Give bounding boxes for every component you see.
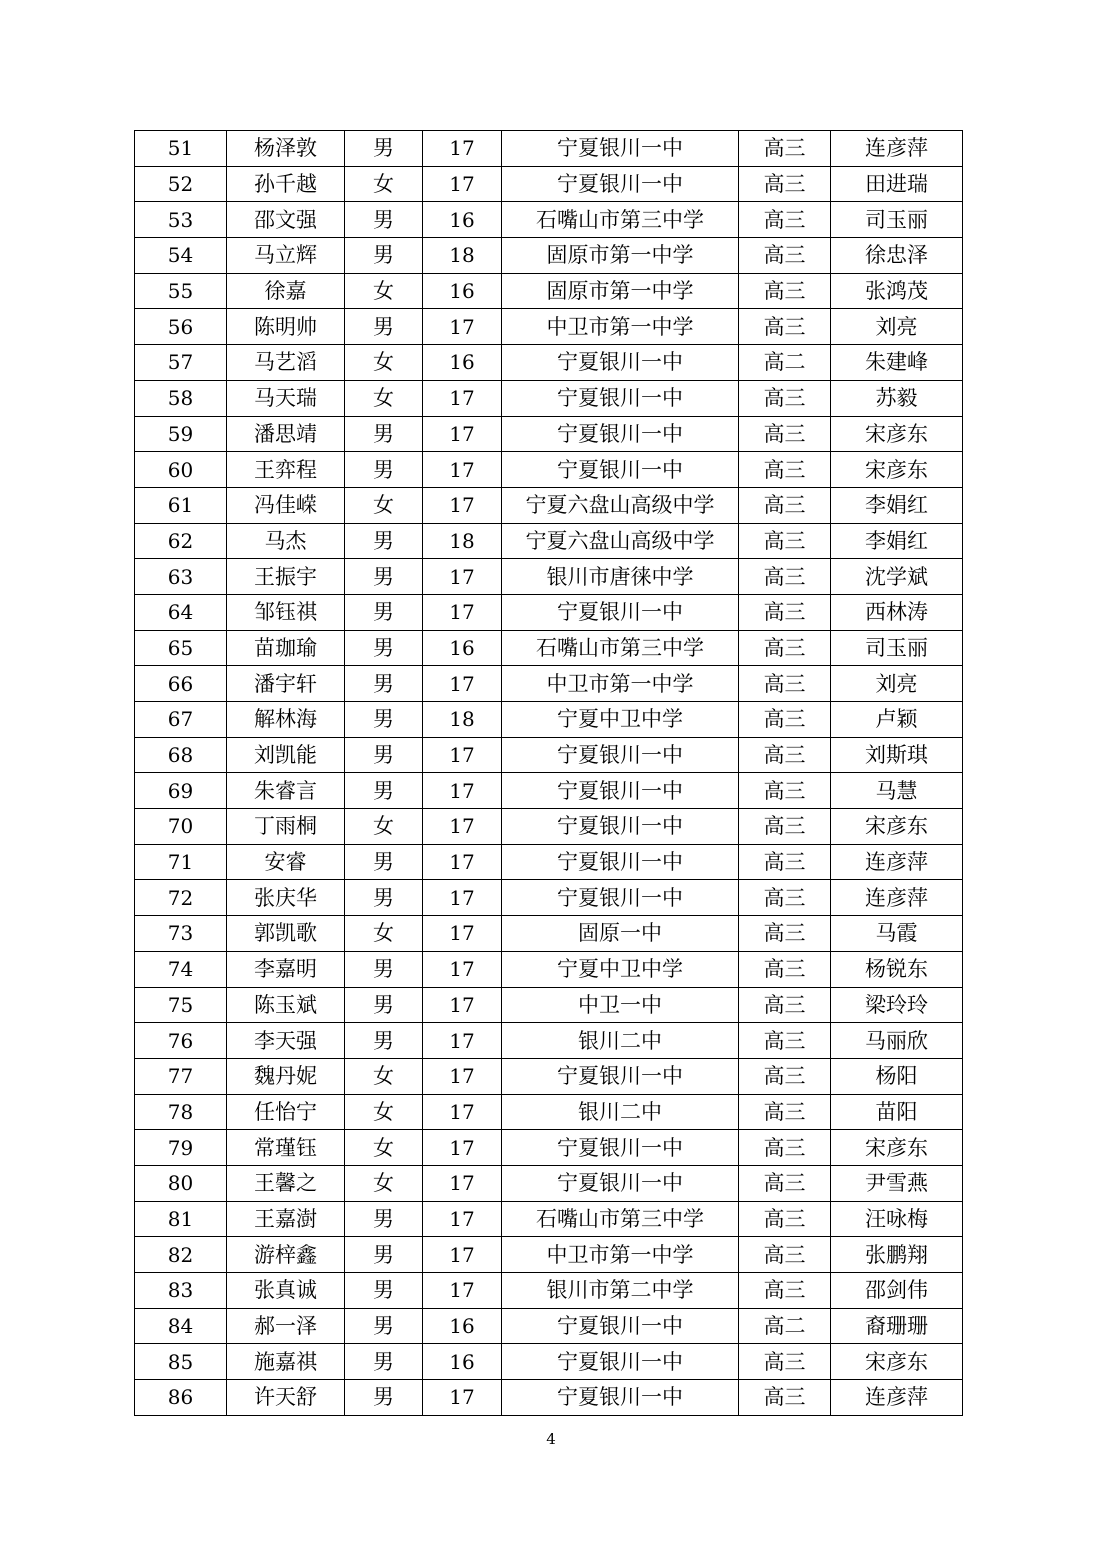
grade-cell: 高三 [739, 166, 831, 202]
school-cell: 石嘴山市第三中学 [502, 1201, 739, 1237]
student-name-cell: 徐嘉 [227, 273, 345, 309]
age-cell: 17 [423, 594, 502, 630]
age-cell: 18 [423, 702, 502, 738]
age-cell: 17 [423, 1380, 502, 1416]
age-cell: 17 [423, 773, 502, 809]
gender-cell: 男 [345, 880, 423, 916]
row-number-cell: 51 [135, 131, 227, 167]
table-row [135, 1380, 963, 1416]
grade-cell: 高三 [739, 487, 831, 523]
age-cell: 16 [423, 345, 502, 381]
row-number-cell: 80 [135, 1165, 227, 1201]
student-name-cell: 王嘉澍 [227, 1201, 345, 1237]
school-cell: 宁夏银川一中 [502, 345, 739, 381]
row-number-cell: 83 [135, 1273, 227, 1309]
gender-cell: 男 [345, 452, 423, 488]
school-cell: 宁夏银川一中 [502, 737, 739, 773]
school-cell: 宁夏中卫中学 [502, 702, 739, 738]
row-number-cell: 65 [135, 630, 227, 666]
age-cell: 17 [423, 1058, 502, 1094]
gender-cell: 女 [345, 809, 423, 845]
gender-cell: 男 [345, 523, 423, 559]
grade-cell: 高三 [739, 916, 831, 952]
row-number-cell: 77 [135, 1058, 227, 1094]
gender-cell: 男 [345, 773, 423, 809]
student-name-cell: 李嘉明 [227, 951, 345, 987]
age-cell: 17 [423, 166, 502, 202]
student-name-cell: 苗珈瑜 [227, 630, 345, 666]
student-name-cell: 游梓鑫 [227, 1237, 345, 1273]
age-cell: 16 [423, 273, 502, 309]
grade-cell: 高三 [739, 309, 831, 345]
teacher-cell: 宋彦东 [831, 1344, 963, 1380]
student-name-cell: 郝一泽 [227, 1308, 345, 1344]
teacher-cell: 汪咏梅 [831, 1201, 963, 1237]
table-row [135, 773, 963, 809]
table-row [135, 273, 963, 309]
grade-cell: 高三 [739, 1165, 831, 1201]
teacher-cell: 苗阳 [831, 1094, 963, 1130]
grade-cell: 高三 [739, 131, 831, 167]
school-cell: 宁夏银川一中 [502, 880, 739, 916]
age-cell: 17 [423, 1130, 502, 1166]
school-cell: 宁夏银川一中 [502, 131, 739, 167]
student-name-cell: 任怡宁 [227, 1094, 345, 1130]
row-number-cell: 75 [135, 987, 227, 1023]
roster-body [135, 131, 963, 1416]
teacher-cell: 宋彦东 [831, 809, 963, 845]
age-cell: 17 [423, 1023, 502, 1059]
row-number-cell: 68 [135, 737, 227, 773]
table-row [135, 666, 963, 702]
gender-cell: 男 [345, 844, 423, 880]
teacher-cell: 张鸿茂 [831, 273, 963, 309]
grade-cell: 高三 [739, 1273, 831, 1309]
student-name-cell: 朱睿言 [227, 773, 345, 809]
table-row [135, 630, 963, 666]
table-row [135, 380, 963, 416]
school-cell: 中卫市第一中学 [502, 1237, 739, 1273]
teacher-cell: 刘亮 [831, 666, 963, 702]
table-row [135, 202, 963, 238]
school-cell: 宁夏银川一中 [502, 594, 739, 630]
table-row [135, 737, 963, 773]
age-cell: 17 [423, 916, 502, 952]
row-number-cell: 78 [135, 1094, 227, 1130]
teacher-cell: 司玉丽 [831, 630, 963, 666]
student-name-cell: 王振宇 [227, 559, 345, 595]
table-row [135, 1165, 963, 1201]
student-name-cell: 王弈程 [227, 452, 345, 488]
gender-cell: 女 [345, 1165, 423, 1201]
grade-cell: 高三 [739, 773, 831, 809]
row-number-cell: 85 [135, 1344, 227, 1380]
gender-cell: 女 [345, 1094, 423, 1130]
age-cell: 17 [423, 809, 502, 845]
gender-cell: 男 [345, 666, 423, 702]
school-cell: 宁夏银川一中 [502, 166, 739, 202]
school-cell: 宁夏银川一中 [502, 1165, 739, 1201]
student-name-cell: 杨泽敦 [227, 131, 345, 167]
gender-cell: 男 [345, 702, 423, 738]
age-cell: 17 [423, 666, 502, 702]
school-cell: 银川二中 [502, 1094, 739, 1130]
row-number-cell: 61 [135, 487, 227, 523]
row-number-cell: 69 [135, 773, 227, 809]
grade-cell: 高三 [739, 202, 831, 238]
grade-cell: 高三 [739, 452, 831, 488]
table-row [135, 1094, 963, 1130]
grade-cell: 高三 [739, 238, 831, 274]
teacher-cell: 马霞 [831, 916, 963, 952]
row-number-cell: 55 [135, 273, 227, 309]
grade-cell: 高三 [739, 559, 831, 595]
gender-cell: 女 [345, 487, 423, 523]
table-row [135, 880, 963, 916]
teacher-cell: 司玉丽 [831, 202, 963, 238]
row-number-cell: 67 [135, 702, 227, 738]
row-number-cell: 56 [135, 309, 227, 345]
teacher-cell: 宋彦东 [831, 1130, 963, 1166]
row-number-cell: 54 [135, 238, 227, 274]
age-cell: 17 [423, 416, 502, 452]
gender-cell: 女 [345, 1130, 423, 1166]
student-name-cell: 潘宇轩 [227, 666, 345, 702]
school-cell: 固原市第一中学 [502, 238, 739, 274]
school-cell: 宁夏银川一中 [502, 809, 739, 845]
age-cell: 17 [423, 987, 502, 1023]
teacher-cell: 邵剑伟 [831, 1273, 963, 1309]
grade-cell: 高三 [739, 630, 831, 666]
row-number-cell: 72 [135, 880, 227, 916]
student-name-cell: 冯佳嵘 [227, 487, 345, 523]
teacher-cell: 杨阳 [831, 1058, 963, 1094]
row-number-cell: 71 [135, 844, 227, 880]
grade-cell: 高三 [739, 273, 831, 309]
school-cell: 宁夏银川一中 [502, 452, 739, 488]
student-name-cell: 施嘉祺 [227, 1344, 345, 1380]
age-cell: 17 [423, 559, 502, 595]
gender-cell: 男 [345, 987, 423, 1023]
table-row [135, 702, 963, 738]
grade-cell: 高三 [739, 1130, 831, 1166]
grade-cell: 高三 [739, 987, 831, 1023]
school-cell: 银川二中 [502, 1023, 739, 1059]
grade-cell: 高三 [739, 737, 831, 773]
gender-cell: 男 [345, 238, 423, 274]
grade-cell: 高三 [739, 380, 831, 416]
age-cell: 17 [423, 1165, 502, 1201]
student-name-cell: 安睿 [227, 844, 345, 880]
student-name-cell: 郭凯歌 [227, 916, 345, 952]
grade-cell: 高三 [739, 666, 831, 702]
grade-cell: 高三 [739, 1344, 831, 1380]
teacher-cell: 徐忠泽 [831, 238, 963, 274]
row-number-cell: 58 [135, 380, 227, 416]
gender-cell: 男 [345, 1237, 423, 1273]
teacher-cell: 张鹏翔 [831, 1237, 963, 1273]
row-number-cell: 76 [135, 1023, 227, 1059]
table-row [135, 844, 963, 880]
gender-cell: 男 [345, 559, 423, 595]
teacher-cell: 连彦萍 [831, 131, 963, 167]
student-name-cell: 马立辉 [227, 238, 345, 274]
teacher-cell: 马丽欣 [831, 1023, 963, 1059]
gender-cell: 男 [345, 1273, 423, 1309]
table-row [135, 594, 963, 630]
row-number-cell: 63 [135, 559, 227, 595]
school-cell: 宁夏银川一中 [502, 773, 739, 809]
teacher-cell: 宋彦东 [831, 452, 963, 488]
student-roster-table [134, 130, 963, 1416]
row-number-cell: 70 [135, 809, 227, 845]
grade-cell: 高三 [739, 951, 831, 987]
teacher-cell: 李娟红 [831, 523, 963, 559]
school-cell: 宁夏银川一中 [502, 1344, 739, 1380]
gender-cell: 男 [345, 1380, 423, 1416]
school-cell: 宁夏银川一中 [502, 1130, 739, 1166]
teacher-cell: 苏毅 [831, 380, 963, 416]
grade-cell: 高二 [739, 345, 831, 381]
teacher-cell: 杨锐东 [831, 951, 963, 987]
table-row [135, 309, 963, 345]
teacher-cell: 连彦萍 [831, 1380, 963, 1416]
table-row [135, 1344, 963, 1380]
age-cell: 17 [423, 309, 502, 345]
teacher-cell: 尹雪燕 [831, 1165, 963, 1201]
school-cell: 石嘴山市第三中学 [502, 202, 739, 238]
table-row [135, 131, 963, 167]
school-cell: 宁夏银川一中 [502, 416, 739, 452]
student-name-cell: 邵文强 [227, 202, 345, 238]
teacher-cell: 刘亮 [831, 309, 963, 345]
school-cell: 银川市唐徕中学 [502, 559, 739, 595]
table-row [135, 416, 963, 452]
school-cell: 固原一中 [502, 916, 739, 952]
table-row [135, 1201, 963, 1237]
age-cell: 17 [423, 131, 502, 167]
grade-cell: 高三 [739, 416, 831, 452]
age-cell: 17 [423, 1273, 502, 1309]
teacher-cell: 连彦萍 [831, 880, 963, 916]
table-row [135, 345, 963, 381]
teacher-cell: 马慧 [831, 773, 963, 809]
gender-cell: 男 [345, 309, 423, 345]
age-cell: 17 [423, 1237, 502, 1273]
row-number-cell: 66 [135, 666, 227, 702]
student-name-cell: 陈明帅 [227, 309, 345, 345]
school-cell: 银川市第二中学 [502, 1273, 739, 1309]
table-row [135, 916, 963, 952]
table-row [135, 523, 963, 559]
table-row [135, 809, 963, 845]
age-cell: 17 [423, 737, 502, 773]
grade-cell: 高三 [739, 1094, 831, 1130]
student-name-cell: 刘凯能 [227, 737, 345, 773]
teacher-cell: 西林涛 [831, 594, 963, 630]
row-number-cell: 57 [135, 345, 227, 381]
gender-cell: 男 [345, 737, 423, 773]
age-cell: 16 [423, 630, 502, 666]
school-cell: 宁夏银川一中 [502, 1380, 739, 1416]
school-cell: 中卫市第一中学 [502, 666, 739, 702]
school-cell: 石嘴山市第三中学 [502, 630, 739, 666]
table-row [135, 1023, 963, 1059]
grade-cell: 高三 [739, 880, 831, 916]
table-row [135, 1273, 963, 1309]
table-row [135, 487, 963, 523]
gender-cell: 男 [345, 951, 423, 987]
student-name-cell: 张真诚 [227, 1273, 345, 1309]
table-row [135, 1237, 963, 1273]
table-row [135, 987, 963, 1023]
row-number-cell: 59 [135, 416, 227, 452]
age-cell: 16 [423, 1344, 502, 1380]
grade-cell: 高三 [739, 1023, 831, 1059]
row-number-cell: 60 [135, 452, 227, 488]
row-number-cell: 52 [135, 166, 227, 202]
table-row [135, 1058, 963, 1094]
gender-cell: 男 [345, 416, 423, 452]
student-name-cell: 潘思靖 [227, 416, 345, 452]
row-number-cell: 79 [135, 1130, 227, 1166]
gender-cell: 女 [345, 1058, 423, 1094]
teacher-cell: 连彦萍 [831, 844, 963, 880]
grade-cell: 高三 [739, 844, 831, 880]
teacher-cell: 朱建峰 [831, 345, 963, 381]
school-cell: 宁夏银川一中 [502, 380, 739, 416]
student-name-cell: 王馨之 [227, 1165, 345, 1201]
age-cell: 16 [423, 202, 502, 238]
student-name-cell: 陈玉斌 [227, 987, 345, 1023]
table-row [135, 951, 963, 987]
age-cell: 17 [423, 951, 502, 987]
teacher-cell: 梁玲玲 [831, 987, 963, 1023]
gender-cell: 女 [345, 916, 423, 952]
teacher-cell: 裔珊珊 [831, 1308, 963, 1344]
row-number-cell: 74 [135, 951, 227, 987]
row-number-cell: 62 [135, 523, 227, 559]
school-cell: 宁夏六盘山高级中学 [502, 487, 739, 523]
table-row [135, 1308, 963, 1344]
row-number-cell: 53 [135, 202, 227, 238]
grade-cell: 高二 [739, 1308, 831, 1344]
gender-cell: 男 [345, 202, 423, 238]
student-name-cell: 张庆华 [227, 880, 345, 916]
student-name-cell: 常瑾钰 [227, 1130, 345, 1166]
grade-cell: 高三 [739, 1380, 831, 1416]
age-cell: 17 [423, 880, 502, 916]
grade-cell: 高三 [739, 702, 831, 738]
student-name-cell: 马艺滔 [227, 345, 345, 381]
gender-cell: 男 [345, 1344, 423, 1380]
grade-cell: 高三 [739, 1201, 831, 1237]
teacher-cell: 卢颖 [831, 702, 963, 738]
school-cell: 中卫市第一中学 [502, 309, 739, 345]
gender-cell: 男 [345, 630, 423, 666]
student-name-cell: 许天舒 [227, 1380, 345, 1416]
grade-cell: 高三 [739, 1237, 831, 1273]
teacher-cell: 刘斯琪 [831, 737, 963, 773]
school-cell: 宁夏银川一中 [502, 1308, 739, 1344]
row-number-cell: 81 [135, 1201, 227, 1237]
student-name-cell: 解林海 [227, 702, 345, 738]
school-cell: 固原市第一中学 [502, 273, 739, 309]
school-cell: 宁夏中卫中学 [502, 951, 739, 987]
grade-cell: 高三 [739, 809, 831, 845]
school-cell: 中卫一中 [502, 987, 739, 1023]
student-name-cell: 邹钰祺 [227, 594, 345, 630]
gender-cell: 男 [345, 1201, 423, 1237]
teacher-cell: 宋彦东 [831, 416, 963, 452]
page-number: 4 [546, 1430, 556, 1448]
age-cell: 17 [423, 380, 502, 416]
student-name-cell: 马杰 [227, 523, 345, 559]
gender-cell: 男 [345, 131, 423, 167]
row-number-cell: 82 [135, 1237, 227, 1273]
grade-cell: 高三 [739, 1058, 831, 1094]
teacher-cell: 田进瑞 [831, 166, 963, 202]
student-name-cell: 丁雨桐 [227, 809, 345, 845]
school-cell: 宁夏银川一中 [502, 1058, 739, 1094]
row-number-cell: 64 [135, 594, 227, 630]
grade-cell: 高三 [739, 523, 831, 559]
row-number-cell: 73 [135, 916, 227, 952]
age-cell: 18 [423, 238, 502, 274]
student-name-cell: 孙千越 [227, 166, 345, 202]
teacher-cell: 沈学斌 [831, 559, 963, 595]
teacher-cell: 李娟红 [831, 487, 963, 523]
school-cell: 宁夏六盘山高级中学 [502, 523, 739, 559]
gender-cell: 男 [345, 1308, 423, 1344]
row-number-cell: 86 [135, 1380, 227, 1416]
age-cell: 17 [423, 452, 502, 488]
gender-cell: 女 [345, 345, 423, 381]
gender-cell: 女 [345, 273, 423, 309]
table-row [135, 1130, 963, 1166]
table-row [135, 559, 963, 595]
age-cell: 18 [423, 523, 502, 559]
age-cell: 17 [423, 1094, 502, 1130]
table-row [135, 452, 963, 488]
age-cell: 17 [423, 844, 502, 880]
gender-cell: 女 [345, 380, 423, 416]
row-number-cell: 84 [135, 1308, 227, 1344]
student-name-cell: 魏丹妮 [227, 1058, 345, 1094]
age-cell: 17 [423, 1201, 502, 1237]
gender-cell: 男 [345, 1023, 423, 1059]
table-row [135, 166, 963, 202]
gender-cell: 女 [345, 166, 423, 202]
gender-cell: 男 [345, 594, 423, 630]
age-cell: 16 [423, 1308, 502, 1344]
student-name-cell: 马天瑞 [227, 380, 345, 416]
school-cell: 宁夏银川一中 [502, 844, 739, 880]
age-cell: 17 [423, 487, 502, 523]
student-name-cell: 李天强 [227, 1023, 345, 1059]
grade-cell: 高三 [739, 594, 831, 630]
table-row [135, 238, 963, 274]
